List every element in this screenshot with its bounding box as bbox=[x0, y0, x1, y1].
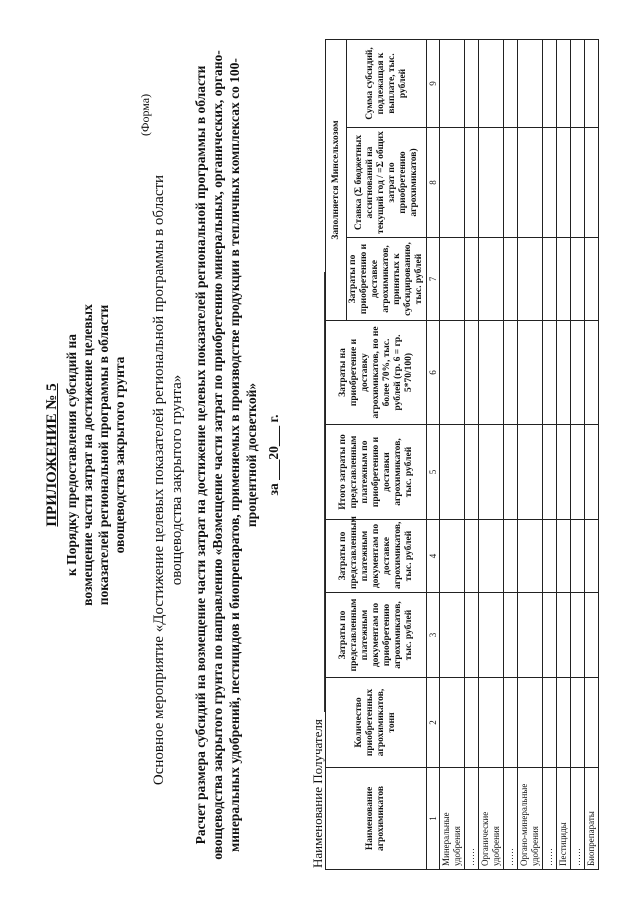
row-label: …… bbox=[543, 768, 557, 870]
table-cell bbox=[440, 593, 465, 678]
table-cell bbox=[571, 425, 585, 520]
col-header-6: Затраты на приобретение и доставку агрохимикатов, но не более 70%, тыс. рублей (гр. 6 = гр. 5*70/100) bbox=[326, 321, 427, 425]
col-header-7: Затраты по приобретению и доставке агрохимикатов, принятых к субсидированию, тыс. рублей bbox=[347, 238, 427, 321]
col-header-1: Наименование агрохимикатов bbox=[326, 768, 427, 870]
row-label: Пестициды bbox=[557, 768, 571, 870]
col-number: 6 bbox=[427, 321, 440, 425]
table-cell bbox=[518, 425, 543, 520]
row-label: …… bbox=[571, 768, 585, 870]
table-cell bbox=[504, 321, 518, 425]
table-cell bbox=[504, 128, 518, 238]
table-cell bbox=[543, 238, 557, 321]
table-cell bbox=[479, 128, 504, 238]
table-cell bbox=[440, 520, 465, 593]
appendix-title: ПРИЛОЖЕНИЕ № 5 bbox=[44, 383, 60, 527]
table-cell bbox=[465, 321, 479, 425]
table-cell bbox=[440, 238, 465, 321]
col-number: 1 bbox=[427, 768, 440, 870]
table-cell bbox=[518, 593, 543, 678]
table-cell bbox=[504, 39, 518, 127]
col-number: 4 bbox=[427, 520, 440, 593]
table-cell bbox=[585, 520, 599, 593]
calculation-title: Расчет размера субсидий на возмещение части затрат на достижение целевых показателей региональной программы в области овощеводства закрытого грунта по направлению «Возмещение части затрат по приобретению минеральных, органических, органо-минеральных удобрений, пестицидов и биопрепаратов, применяемых в производстве продукции в тепличных комплексах со 100-процентной досветкой» bbox=[193, 50, 259, 860]
table-cell bbox=[504, 520, 518, 593]
table-cell bbox=[479, 593, 504, 678]
col-header-9: Сумма субсидий, подлежащая к выплате, тыс. рублей bbox=[347, 39, 427, 127]
table-cell bbox=[585, 425, 599, 520]
form-label: (Форма) bbox=[138, 93, 152, 136]
table-cell bbox=[585, 238, 599, 321]
table-cell bbox=[465, 128, 479, 238]
table-cell bbox=[543, 39, 557, 127]
table-cell bbox=[504, 593, 518, 678]
period-line: за ___20___ г. bbox=[266, 414, 281, 496]
table-cell bbox=[571, 520, 585, 593]
table-cell bbox=[504, 678, 518, 768]
table-cell bbox=[585, 678, 599, 768]
ministry-fill-header: Заполняется Минсельхозом bbox=[326, 39, 347, 320]
table-cell bbox=[543, 128, 557, 238]
table-row bbox=[571, 39, 585, 869]
table-cell bbox=[440, 128, 465, 238]
row-label: Органические удобрения bbox=[479, 768, 504, 870]
col-number: 8 bbox=[427, 128, 440, 238]
row-label: Органо-минеральные удобрения bbox=[518, 768, 543, 870]
table-cell bbox=[543, 678, 557, 768]
col-number: 9 bbox=[427, 39, 440, 127]
row-label: …… bbox=[465, 768, 479, 870]
table-cell bbox=[479, 520, 504, 593]
table-cell bbox=[518, 39, 543, 127]
table-cell bbox=[465, 520, 479, 593]
table-row bbox=[440, 39, 465, 869]
subsidy-calculation-table bbox=[325, 39, 599, 870]
table-row bbox=[543, 39, 557, 869]
table-cell bbox=[479, 425, 504, 520]
table-cell bbox=[440, 425, 465, 520]
table-cell bbox=[465, 678, 479, 768]
col-header-4: Затраты по представленным платежным документам по доставке агрохимикатов, тыс. рублей bbox=[326, 520, 427, 593]
table-cell bbox=[440, 678, 465, 768]
table-cell bbox=[479, 321, 504, 425]
table-cell bbox=[518, 128, 543, 238]
table-cell bbox=[557, 425, 571, 520]
table-cell bbox=[479, 678, 504, 768]
table-cell bbox=[440, 321, 465, 425]
table-cell bbox=[518, 678, 543, 768]
table-cell bbox=[543, 425, 557, 520]
table-cell bbox=[518, 520, 543, 593]
col-header-3: Затраты по представленным платежным документам по приобретению агрохимикатов, тыс. рублей bbox=[326, 593, 427, 678]
rotated-content bbox=[40, 30, 600, 880]
col-number: 5 bbox=[427, 425, 440, 520]
column-number-row bbox=[427, 39, 440, 869]
col-number: 7 bbox=[427, 238, 440, 321]
table-row bbox=[518, 39, 543, 869]
table-cell bbox=[543, 520, 557, 593]
table-cell bbox=[585, 321, 599, 425]
table-cell bbox=[571, 128, 585, 238]
appendix-subtitle: к Порядку предоставления субсидий на возмещение части затрат на достижение целевых показателей региональной программы в области овощеводства закрытого грунта bbox=[64, 304, 127, 606]
header-row-top bbox=[326, 39, 347, 869]
row-label: Биопрепараты bbox=[585, 768, 599, 870]
row-label: Минеральные удобрения bbox=[440, 768, 465, 870]
table-row bbox=[585, 39, 599, 869]
table-cell bbox=[557, 520, 571, 593]
table-cell bbox=[557, 128, 571, 238]
table-cell bbox=[518, 238, 543, 321]
table-cell bbox=[465, 593, 479, 678]
table-cell bbox=[585, 128, 599, 238]
table-cell bbox=[465, 425, 479, 520]
table-cell bbox=[585, 593, 599, 678]
main-event-title: Основное мероприятие «Достижение целевых показателей региональной программы в области овощеводства закрытого грунта» bbox=[151, 174, 185, 786]
table-row bbox=[504, 39, 518, 869]
table-row bbox=[479, 39, 504, 869]
col-header-2: Количество приобретенных агрохимикатов, тонн bbox=[326, 678, 427, 768]
table-cell bbox=[557, 321, 571, 425]
col-header-8: Ставка (Σ бюджетных ассигнований на текущий год / =Σ общих затрат по приобретению агрохимикатов) bbox=[347, 128, 427, 238]
table-cell bbox=[557, 238, 571, 321]
table-cell bbox=[504, 425, 518, 520]
row-label: …… bbox=[504, 768, 518, 870]
table-cell bbox=[571, 238, 585, 321]
table-cell bbox=[465, 39, 479, 127]
table-cell bbox=[543, 593, 557, 678]
table-cell bbox=[585, 39, 599, 127]
table-cell bbox=[504, 238, 518, 321]
table-cell bbox=[557, 678, 571, 768]
col-header-5: Итого затраты по представленным платежным по приобретению и доставки агрохимикатов, тыс. рублей bbox=[326, 425, 427, 520]
table-cell bbox=[571, 678, 585, 768]
table-cell bbox=[571, 39, 585, 127]
table-cell bbox=[479, 238, 504, 321]
table-cell bbox=[557, 593, 571, 678]
table-cell bbox=[571, 593, 585, 678]
table-row bbox=[465, 39, 479, 869]
table-cell bbox=[479, 39, 504, 127]
table-cell bbox=[571, 321, 585, 425]
table-cell bbox=[557, 39, 571, 127]
table-cell bbox=[518, 321, 543, 425]
table-cell bbox=[440, 39, 465, 127]
table-row bbox=[557, 39, 571, 869]
recipient-label: Наименование Получателя bbox=[310, 719, 325, 868]
table-cell bbox=[543, 321, 557, 425]
col-number: 3 bbox=[427, 593, 440, 678]
table-cell bbox=[465, 238, 479, 321]
col-number: 2 bbox=[427, 678, 440, 768]
